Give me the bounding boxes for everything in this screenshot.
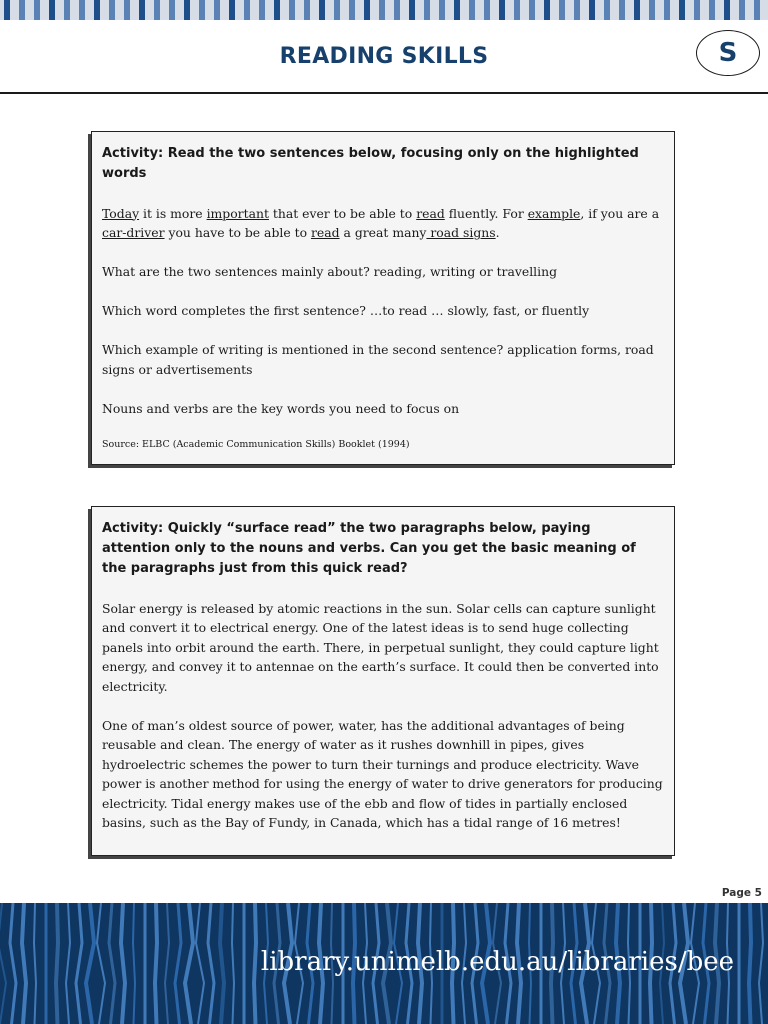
top-stripe bbox=[724, 0, 730, 20]
passage-text: you have to be able to bbox=[164, 225, 311, 240]
footer-stripe bbox=[208, 903, 214, 1024]
top-stripe bbox=[124, 0, 130, 20]
top-stripe bbox=[484, 0, 490, 20]
highlight-word: Today bbox=[102, 205, 140, 221]
top-stripe bbox=[19, 0, 25, 20]
footer-stripe bbox=[10, 903, 16, 1024]
top-stripe bbox=[109, 0, 115, 20]
section-badge-letter: S bbox=[718, 38, 738, 68]
footer-stripe bbox=[0, 903, 6, 1024]
top-stripe bbox=[244, 0, 250, 20]
activity2-paragraph-solar: Solar energy is released by atomic reactions in the sun. Solar cells can capture sunlight and convert it to electrical energy. One of the latest ideas is to send huge collecting panels into orbit around the earth. There, in perpetual sunlight, they could capture light energy, and convey it to antennae on the earth’s surface. It could then be converted into electricity. bbox=[102, 600, 659, 694]
activity1-question-1: What are the two sentences mainly about? reading, writing or travelling bbox=[102, 264, 558, 279]
top-stripe bbox=[634, 0, 640, 20]
top-stripe bbox=[499, 0, 505, 20]
page-footer bbox=[0, 903, 768, 1024]
page-header bbox=[0, 20, 768, 94]
top-stripe bbox=[349, 0, 355, 20]
top-stripe-pattern bbox=[0, 0, 768, 20]
top-stripe bbox=[754, 0, 760, 20]
top-stripe bbox=[169, 0, 175, 20]
footer-stripe bbox=[97, 903, 105, 1024]
top-stripe bbox=[364, 0, 370, 20]
footer-stripe bbox=[254, 903, 256, 1024]
footer-stripe bbox=[86, 903, 94, 1024]
top-stripe bbox=[49, 0, 55, 20]
activity1-question-3: Which example of writing is mentioned in the second sentence? application forms, road signs or advertisements bbox=[102, 342, 654, 377]
top-stripe bbox=[274, 0, 280, 20]
top-stripe bbox=[469, 0, 475, 20]
top-stripe bbox=[259, 0, 265, 20]
top-stripe bbox=[574, 0, 580, 20]
footer-url-link[interactable]: library.unimelb.edu.au/libraries/bee bbox=[260, 947, 734, 977]
activity1-source: Source: ELBC (Academic Communication Skills) Booklet (1994) bbox=[102, 438, 410, 450]
footer-stripe bbox=[759, 903, 763, 1024]
activity1-note: Nouns and verbs are the key words you need to focus on bbox=[102, 400, 460, 416]
top-stripe bbox=[394, 0, 400, 20]
top-stripe bbox=[94, 0, 100, 20]
top-stripe bbox=[139, 0, 145, 20]
top-stripe bbox=[544, 0, 550, 20]
top-stripe bbox=[4, 0, 10, 20]
top-stripe bbox=[514, 0, 520, 20]
top-stripe bbox=[34, 0, 40, 20]
activity2-paragraph-water: One of man’s oldest source of power, water, has the additional advantages of being reusable and clean. The energy of water as it rushes downhill in pipes, gives hydroelectric schemes the power to turn their turnings and produce electricity. Wave power is another method for using the energy of water to drive generators for producing electricity. Tidal energy makes use of the ebb and flow of tides in partially enclosed basins, such as the Bay of Fundy, in Canada, which has a tidal range of 16 metres! bbox=[102, 717, 663, 830]
footer-stripe bbox=[109, 903, 115, 1024]
top-stripe bbox=[79, 0, 85, 20]
top-stripe bbox=[694, 0, 700, 20]
top-stripe bbox=[409, 0, 415, 20]
footer-stripe bbox=[232, 903, 234, 1024]
top-stripe bbox=[184, 0, 190, 20]
footer-stripe bbox=[133, 903, 135, 1024]
top-stripe bbox=[619, 0, 625, 20]
highlight-word: read bbox=[310, 225, 340, 240]
footer-stripe bbox=[175, 903, 181, 1024]
top-stripe bbox=[379, 0, 385, 20]
top-stripe bbox=[154, 0, 160, 20]
top-stripe bbox=[709, 0, 715, 20]
top-stripe bbox=[529, 0, 535, 20]
footer-stripe bbox=[66, 903, 70, 1024]
top-stripe bbox=[334, 0, 340, 20]
passage-text: . bbox=[495, 225, 500, 240]
footer-stripe bbox=[22, 903, 26, 1024]
activity1-question-2: Which word completes the first sentence? …to read … slowly, fast, or fluently bbox=[102, 303, 590, 318]
top-stripe bbox=[664, 0, 670, 20]
footer-stripe bbox=[165, 903, 169, 1024]
footer-stripe bbox=[185, 903, 193, 1024]
page-number: Page 5 bbox=[721, 887, 762, 899]
passage-text: a great many bbox=[339, 225, 427, 240]
footer-stripe bbox=[196, 903, 204, 1024]
footer-stripe bbox=[155, 903, 157, 1024]
top-stripe bbox=[319, 0, 325, 20]
highlight-word: road signs bbox=[426, 225, 496, 240]
highlight-word: car-driver bbox=[102, 225, 165, 240]
section-badge bbox=[696, 30, 760, 76]
top-stripe bbox=[739, 0, 745, 20]
top-stripe bbox=[559, 0, 565, 20]
top-stripe bbox=[214, 0, 220, 20]
highlight-word: read bbox=[416, 205, 445, 221]
passage-text: , if you are a bbox=[580, 205, 660, 221]
footer-stripe bbox=[76, 903, 82, 1024]
highlight-word: important bbox=[206, 205, 269, 221]
passage-text: it is more bbox=[139, 205, 207, 221]
top-stripe bbox=[679, 0, 685, 20]
footer-stripe bbox=[56, 903, 58, 1024]
highlight-word: example bbox=[527, 205, 581, 221]
top-stripe bbox=[289, 0, 295, 20]
top-stripe bbox=[424, 0, 430, 20]
top-stripe bbox=[64, 0, 70, 20]
footer-stripe bbox=[121, 903, 125, 1024]
footer-stripe bbox=[749, 903, 751, 1024]
activity1-heading: Activity: Read the two sentences below, focusing only on the highlighted words bbox=[102, 146, 639, 181]
top-stripe bbox=[199, 0, 205, 20]
activity2-heading: Activity: Quickly “surface read” the two paragraphs below, paying attention only to the nouns and verbs. Can you get the basic meaning of the paragraphs just from this quick read? bbox=[102, 521, 636, 576]
page-title: READING SKILLS bbox=[279, 44, 489, 69]
activity-box-surface-read bbox=[91, 506, 675, 856]
top-stripe bbox=[604, 0, 610, 20]
top-stripe bbox=[454, 0, 460, 20]
footer-stripe bbox=[34, 903, 36, 1024]
footer-stripe bbox=[220, 903, 224, 1024]
top-stripe bbox=[589, 0, 595, 20]
passage-text: that ever to be able to bbox=[268, 205, 417, 221]
top-stripe bbox=[304, 0, 310, 20]
top-stripe bbox=[229, 0, 235, 20]
top-stripe bbox=[439, 0, 445, 20]
top-decorative-band bbox=[0, 0, 768, 20]
passage-text: fluently. For bbox=[444, 205, 528, 221]
activity1-passage bbox=[102, 204, 663, 243]
top-stripe bbox=[649, 0, 655, 20]
activity-box-highlighted-words bbox=[91, 131, 675, 465]
